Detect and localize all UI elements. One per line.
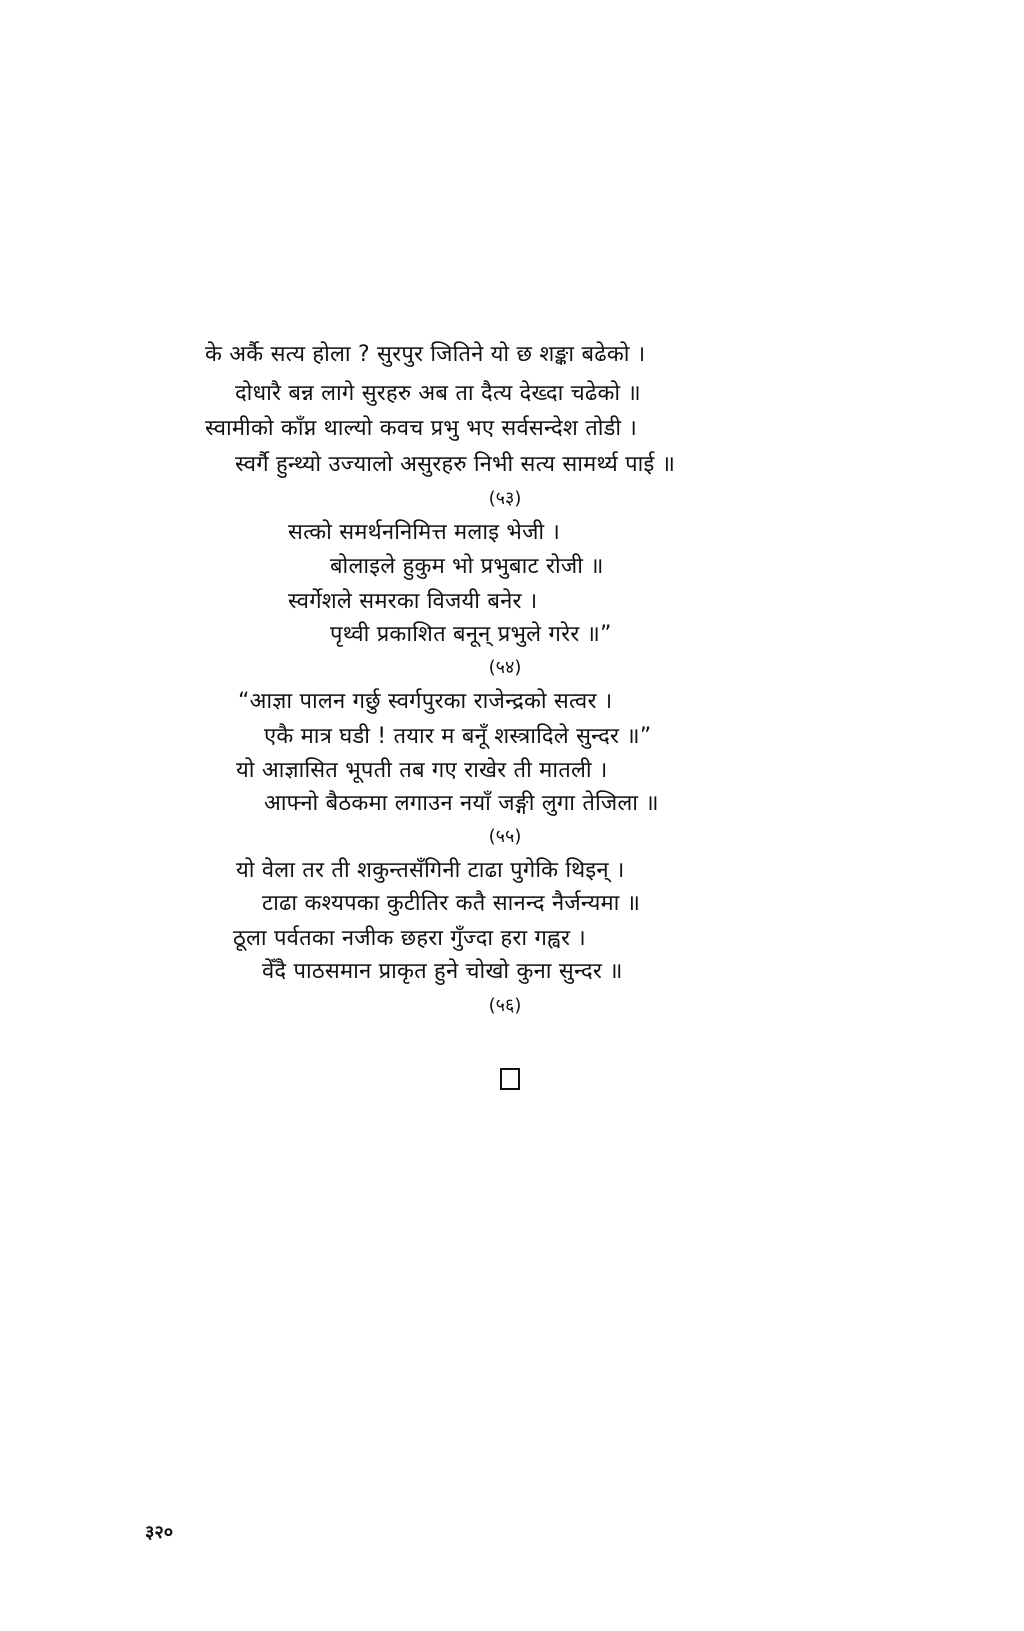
stanza-number: (५५) [488, 826, 522, 847]
stanza-number: (५६) [488, 995, 522, 1016]
section-end-square-icon [500, 1068, 520, 1090]
verse-line: दोधारै बन्न लागे सुरहरु अब ता दैत्य देख्दा चढेको ॥ [235, 381, 641, 406]
verse-line: के अर्कै सत्य होला ? सुरपुर जितिने यो छ शङ्का बढेको । [205, 342, 646, 367]
page-number: ३२० [145, 1522, 174, 1543]
verse-line: स्वर्गेशले समरका विजयी बनेर । [288, 589, 538, 614]
verse-line: एकै मात्र घडी ! तयार म बनूँ शस्त्रादिले सुन्दर ॥” [264, 724, 652, 749]
stanza-number: (५४) [488, 657, 522, 678]
verse-line: टाढा कश्यपका कुटीतिर कतै सानन्द नैर्जन्यमा ॥ [262, 891, 641, 916]
verse-line: स्वामीको काँप्न थाल्यो कवच प्रभु भए सर्वसन्देश तोडी । [205, 416, 638, 441]
verse-line: यो आज्ञासित भूपती तब गए राखेर ती मातली । [236, 758, 608, 783]
verse-line: आफ्नो बैठकमा लगाउन नयाँ जङ्गी लुगा तेजिला ॥ [264, 791, 659, 816]
verse-line: वेँदै पाठसमान प्राकृत हुने चोखो कुना सुन्दर ॥ [262, 959, 623, 984]
verse-line: यो वेला तर ती शकुन्तसँगिनी टाढा पुगेकि थिइन् । [236, 858, 625, 883]
verse-line: स्वर्गै हुन्थ्यो उज्यालो असुरहरु निभी सत्य सामर्थ्य पाई ॥ [235, 452, 676, 477]
verse-line: “आज्ञा पालन गर्छु स्वर्गपुरका राजेन्द्रको सत्वर । [238, 689, 613, 714]
verse-line: पृथ्वी प्रकाशित बनून् प्रभुले गरेर ॥” [330, 622, 612, 647]
verse-line: ठूला पर्वतका नजीक छहरा गुँज्दा हरा गह्वर । [233, 926, 586, 951]
stanza-number: (५३) [488, 488, 522, 509]
verse-line: सत्को समर्थननिमित्त मलाइ भेजी । [288, 520, 561, 545]
verse-line: बोलाइले हुकुम भो प्रभुबाट रोजी ॥ [330, 554, 604, 579]
